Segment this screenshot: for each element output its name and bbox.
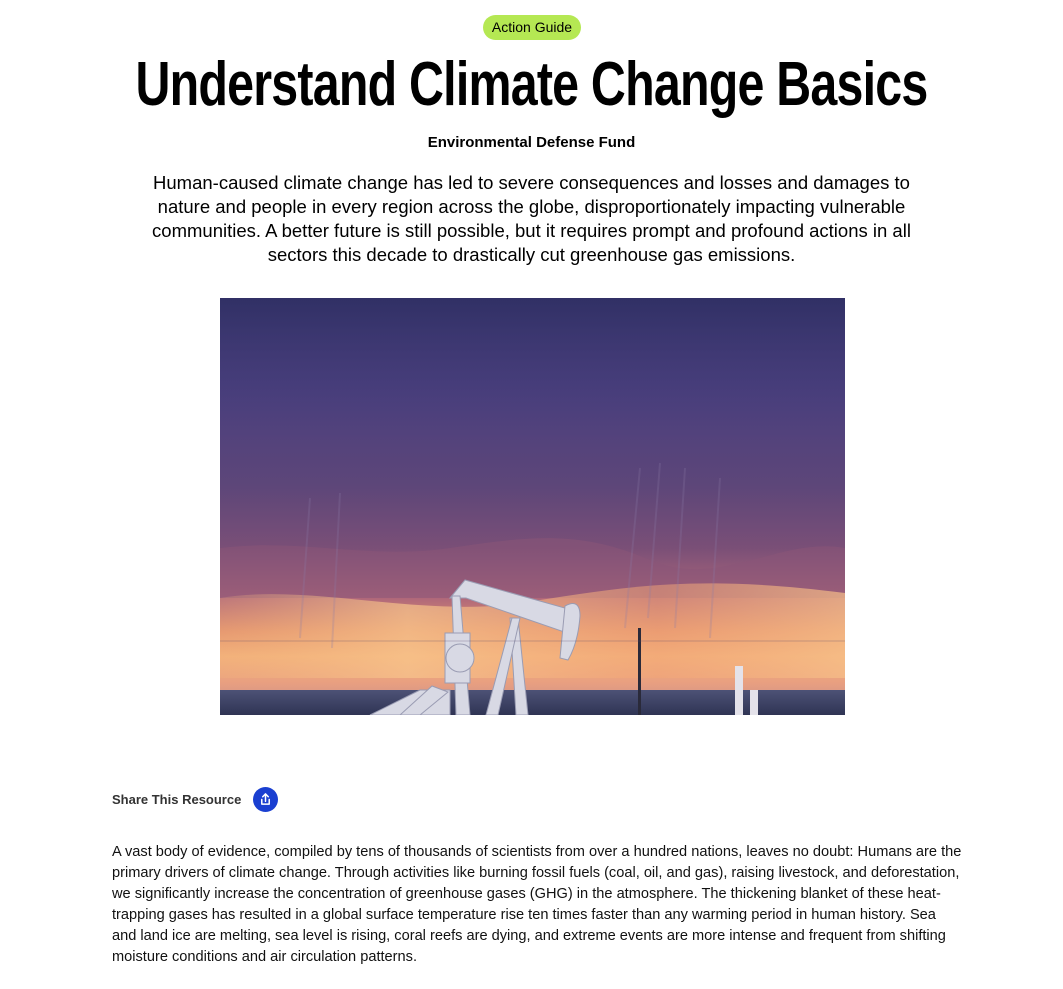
share-section [112, 786, 278, 812]
body-paragraph: A vast body of evidence, compiled by tens of thousands of scientists from over a hundred nations, leaves no doubt: Humans are the primary drivers of climate change. Through activities like burning fossil fuels (coal, oil, and gas), raising livestock, and deforestation, we significantly increase the concentration of greenhouse gases (GHG) in the atmosphere. The thickening blanket of these heat-trapping gases has resulted in a global surface temperature rise ten times faster than any warming period in human history. Sea and land ice are melting, sea level is rising, coral reefs are dying, and extreme events are more intense and frequent from shifting moisture conditions and air circulation patterns. [112, 844, 962, 965]
author-name[interactable]: Environmental Defense Fund [427, 134, 636, 151]
share-icon [259, 793, 272, 806]
share-button[interactable] [253, 787, 278, 812]
intro-text: Human-caused climate change has led to severe consequences and losses and damages to nature and people in every region across the globe, disproportionately impacting vulnerable communities. A better future is still possible, but it requires prompt and profound actions in all sectors this decade to drastically cut greenhouse gas emissions. [152, 172, 911, 265]
action-guide-badge[interactable]: Action Guide [483, 15, 581, 40]
share-label: Share This Resource [112, 791, 242, 807]
hero-image [220, 298, 845, 715]
oil-pumpjack-storm-photo [220, 298, 845, 715]
page-title: Understand Climate Change Basics [135, 50, 928, 119]
